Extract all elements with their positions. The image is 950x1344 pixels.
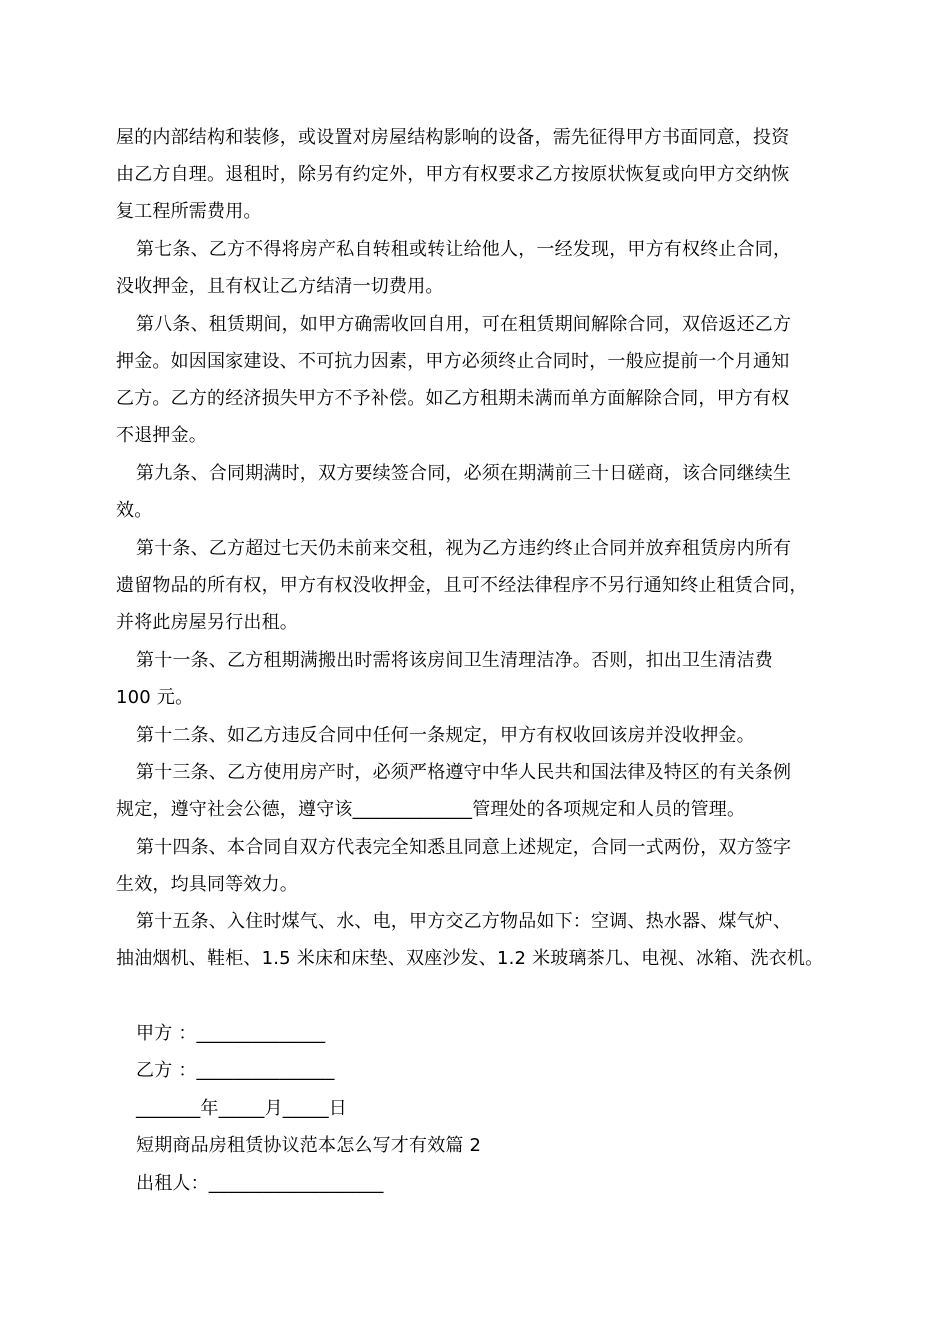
body-text-line: 不退押金。 — [116, 425, 207, 446]
clause-10-line: 第十条、乙方超过七天仍未前来交租，视为乙方违约终止合同并放弃租赁房内所有 — [136, 538, 792, 559]
clause-14-line: 第十四条、本合同自双方代表完全知悉且同意上述规定，合同一式两份，双方签字 — [136, 837, 792, 858]
party-a-signature: 甲方 ：______________ — [136, 1023, 326, 1044]
body-text-line: 遗留物品的所有权，甲方有权没收押金，且可不经法律程序不另行通知终止租赁合同， — [116, 575, 808, 596]
clause-15-line: 第十五条、入住时煤气、水、电，甲方交乙方物品如下：空调、热水器、煤气炉、 — [136, 911, 792, 932]
body-text-line: 并将此房屋另行出租。 — [116, 612, 298, 633]
body-text-line: 没收押金，且有权让乙方结清一切费用。 — [116, 276, 444, 297]
section-title: 短期商品房租赁协议范本怎么写才有效篇 2 — [136, 1135, 482, 1156]
body-text-line: 规定，遵守社会公德，遵守该_____________管理处的各项规定和人员的管理。 — [116, 799, 746, 820]
party-b-signature: 乙方 ：_______________ — [136, 1060, 335, 1081]
body-text-line: 复工程所需费用。 — [116, 201, 262, 222]
clause-8-line: 第八条、租赁期间，如甲方确需收回自用，可在租赁期间解除合同，双倍返还乙方 — [136, 314, 792, 335]
body-text-line: 生效，均具同等效力。 — [116, 874, 298, 895]
clause-11-line: 第十一条、乙方租期满搬出时需将该房间卫生清理洁净。否则，扣出卫生清洁费 — [136, 650, 773, 671]
clause-12-line: 第十二条、如乙方违反合同中任何一条规定，甲方有权收回该房并没收押金。 — [136, 725, 755, 746]
body-text-line: 100 元。 — [116, 687, 194, 708]
body-text-line: 屋的内部结构和装修，或设置对房屋结构影响的设备，需先征得甲方书面同意，投资 — [116, 127, 790, 148]
clause-7-line: 第七条、乙方不得将房产私自转租或转让给他人，一经发现，甲方有权终止合同， — [136, 239, 792, 260]
body-text-line: 由乙方自理。退租时，除另有约定外，甲方有权要求乙方按原状恢复或向甲方交纳恢 — [116, 164, 790, 185]
clause-9-line: 第九条、合同期满时，双方要续签合同，必须在期满前三十日磋商，该合同继续生 — [136, 463, 792, 484]
body-text-line: 效。 — [116, 500, 153, 521]
clause-13-line: 第十三条、乙方使用房产时，必须严格遵守中华人民共和国法律及特区的有关条例 — [136, 762, 792, 783]
body-text-line: 抽油烟机、鞋柜、1.5 米床和床垫、双座沙发、1.2 米玻璃茶几、电视、冰箱、洗衣机。 — [116, 948, 824, 969]
body-text-line: 押金。如因国家建设、不可抗力因素，甲方必须终止合同时，一般应提前一个月通知 — [116, 351, 790, 372]
signature-date: _______年_____月_____日 — [136, 1098, 347, 1119]
body-text-line: 乙方。乙方的经济损失甲方不予补偿。如乙方租期未满而单方面解除合同，甲方有权 — [116, 388, 790, 409]
lessor-field: 出租人：___________________ — [136, 1173, 384, 1194]
